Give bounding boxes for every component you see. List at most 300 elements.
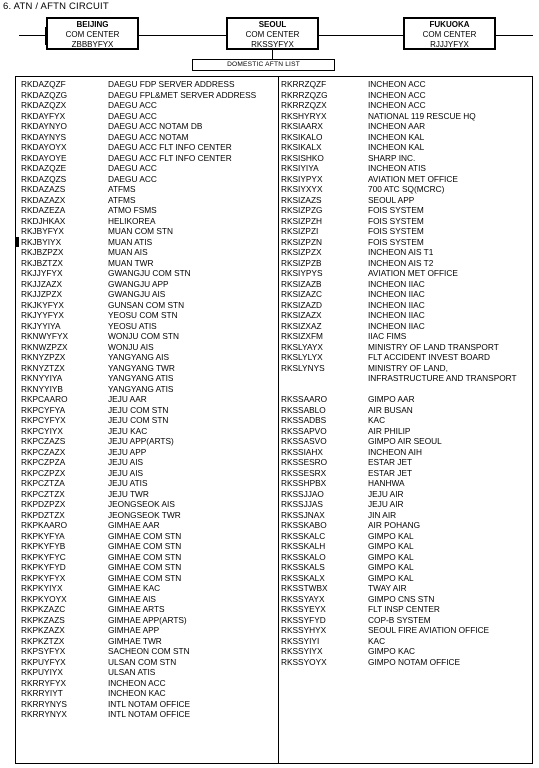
aftn-row	[281, 153, 533, 164]
aftn-station: HELIKOREA	[108, 215, 156, 226]
aftn-row	[21, 300, 277, 311]
aftn-row	[281, 657, 533, 668]
aftn-station: IIAC FIMS	[368, 331, 407, 341]
aftn-address: RKJBYFYX	[21, 226, 64, 236]
aftn-row	[281, 594, 533, 605]
aftn-row	[281, 415, 533, 426]
aftn-row	[21, 615, 277, 626]
aftn-address: RKPKZAZS	[21, 614, 65, 625]
aftn-row	[21, 468, 277, 479]
aftn-row	[281, 510, 533, 521]
aftn-station: YANGYANG ATIS	[108, 383, 174, 394]
aftn-row	[21, 583, 277, 594]
aftn-row	[281, 247, 533, 258]
aftn-station: ULSAN COM STN	[108, 656, 177, 667]
aftn-row	[21, 310, 277, 321]
center-name: SEOUL	[258, 20, 287, 29]
aftn-row	[21, 667, 277, 678]
aftn-station: YEOSU COM STN	[108, 310, 178, 320]
aftn-station: FOIS SYSTEM	[368, 215, 424, 226]
aftn-station: JEJU AIR	[368, 499, 404, 509]
aftn-row	[21, 142, 277, 153]
aftn-station: INCHEON AAR	[368, 121, 426, 131]
aftn-station: GIMHAE AAR	[108, 520, 160, 530]
aftn-address: RKSSYIYI	[281, 635, 320, 646]
aftn-address: RKPKYIYX	[21, 583, 63, 593]
aftn-station: DAEGU FDP SERVER ADDRESS	[108, 79, 235, 89]
aftn-station: AIR POHANG	[368, 520, 421, 530]
aftn-row	[281, 541, 533, 552]
aftn-station: DAEGU ACC FLT INFO CENTER	[108, 152, 232, 163]
aftn-address: RKSIAARX	[281, 121, 323, 131]
aftn-station: MUAN AIS	[108, 247, 148, 257]
aftn-row	[281, 100, 533, 111]
aftn-station: SEOUL FIRE AVIATION OFFICE	[368, 625, 490, 635]
aftn-station: AIR PHILIP	[368, 425, 411, 436]
aftn-address: RKPKZAZC	[21, 604, 66, 614]
aftn-station: GIMHAE APP	[108, 625, 160, 635]
aftn-row	[21, 646, 277, 657]
aftn-station: INTL NOTAM OFFICE	[108, 709, 191, 719]
aftn-station: GIMHAE KAC	[108, 583, 161, 593]
aftn-row	[21, 510, 277, 521]
aftn-station: GIMHAE TWR	[108, 635, 162, 646]
aftn-station: ATFMS	[108, 184, 136, 194]
aftn-row	[21, 205, 277, 216]
aftn-address: RKDAZQZS	[21, 173, 67, 184]
aftn-address: RKPUYIYX	[21, 667, 63, 677]
aftn-row	[21, 489, 277, 500]
aftn-address: RKSIZAZC	[281, 289, 323, 299]
aftn-address: RKSSESRX	[281, 467, 327, 478]
aftn-address: RKNWYFYX	[21, 331, 69, 341]
aftn-address: RKSHYRYX	[281, 110, 327, 121]
aftn-row	[21, 153, 277, 164]
aftn-address: RKDAYNYS	[21, 131, 67, 142]
center-line: COM CENTER	[65, 30, 120, 39]
aftn-row	[281, 90, 533, 101]
aftn-station: JEJU AIS	[108, 457, 144, 467]
column-divider	[278, 77, 279, 763]
aftn-address: RKJYYIYA	[21, 320, 61, 331]
aftn-row	[21, 457, 277, 468]
aftn-station: COP-B SYSTEM	[368, 614, 431, 625]
aftn-row	[21, 594, 277, 605]
aftn-address: RKDAYOYE	[21, 152, 67, 163]
aftn-row	[281, 405, 533, 416]
aftn-station: INFRASTRUCTURE AND TRANSPORT	[368, 373, 517, 383]
aftn-row	[21, 90, 277, 101]
aftn-address: RKJYYFYX	[21, 310, 64, 320]
aftn-row	[21, 541, 277, 552]
aftn-row	[21, 184, 277, 195]
aftn-station: INCHEON ACC	[368, 79, 426, 89]
aftn-station: JEJU APP(ARTS)	[108, 436, 174, 446]
aftn-station: ESTAR JET	[368, 457, 413, 467]
aftn-address: RKDAZQZX	[21, 100, 67, 110]
aftn-station: GIMPO KAL	[368, 551, 414, 562]
aftn-row	[281, 205, 533, 216]
aftn-address: RKSSAARO	[281, 394, 328, 404]
aftn-row	[21, 384, 277, 395]
aftn-row	[281, 478, 533, 489]
aftn-station: INCHEON AIH	[368, 446, 422, 457]
aftn-station: GIMHAE ARTS	[108, 604, 165, 614]
aftn-row	[21, 195, 277, 206]
aftn-station: GIMPO KAC	[368, 646, 416, 656]
aftn-station: JEJU APP	[108, 446, 147, 457]
aftn-station: YANGYANG TWR	[108, 362, 175, 373]
aftn-row	[281, 447, 533, 458]
aftn-address: RKSIZPZN	[281, 236, 323, 247]
aftn-row	[21, 279, 277, 290]
aftn-address: RKSSASVO	[281, 436, 327, 446]
aftn-address: RKSSYFYD	[281, 614, 326, 625]
aftn-station: TWAY AIR	[368, 583, 407, 593]
aftn-address: RKPCYFYX	[21, 415, 66, 425]
aftn-row	[281, 615, 533, 626]
aftn-station: INCHEON ATIS	[368, 163, 426, 173]
aftn-station: YANGYANG AIS	[108, 352, 170, 362]
aftn-station: GIMPO AIR SEOUL	[368, 436, 442, 446]
aftn-station: FLT ACCIDENT INVEST BOARD	[368, 352, 491, 362]
aftn-address: RKPCAARO	[21, 394, 68, 404]
aftn-address: RKPCZPZA	[21, 457, 66, 467]
aftn-address: RKSLYAYX	[281, 341, 323, 352]
aftn-row	[21, 111, 277, 122]
aftn-address: RKPCYIYX	[21, 425, 63, 436]
beijing-center-box	[46, 17, 139, 50]
aftn-row	[281, 184, 533, 195]
aftn-address: RKSSKALX	[281, 572, 325, 583]
aftn-row	[21, 163, 277, 174]
aftn-station: INCHEON KAC	[108, 688, 166, 698]
aftn-address: RKSSESRO	[281, 457, 328, 467]
aftn-station: JEJU COM STN	[108, 404, 169, 415]
aftn-address: RKPKYOYX	[21, 593, 67, 604]
aftn-address: RKSIZXAZ	[281, 320, 322, 331]
aftn-address: RKDAZAZX	[21, 194, 66, 205]
aftn-station: DAEGU ACC FLT INFO CENTER	[108, 142, 232, 152]
aftn-row	[21, 552, 277, 563]
aftn-address: RKJBYIYX	[21, 236, 62, 247]
aftn-station: DAEGU ACC	[108, 163, 157, 173]
aftn-address: RKSSYIYX	[281, 646, 323, 656]
aftn-address: RKSIYXYX	[281, 184, 323, 194]
aftn-address: RKNYYIYA	[21, 373, 63, 383]
aftn-row	[281, 499, 533, 510]
aftn-station: INCHEON IIAC	[368, 289, 425, 299]
aftn-address: RKSIKALX	[281, 142, 322, 152]
aftn-station: INCHEON IIAC	[368, 278, 425, 289]
aftn-station: INCHEON KAL	[368, 131, 425, 142]
aftn-row	[281, 142, 533, 153]
aftn-station: MUAN TWR	[108, 257, 154, 268]
aftn-address: RKSIZAZD	[281, 299, 323, 310]
aftn-row	[281, 520, 533, 531]
aftn-station: GIMHAE COM STN	[108, 541, 182, 551]
aftn-station: JEJU COM STN	[108, 415, 169, 425]
aftn-row	[281, 363, 533, 374]
aftn-station: DAEGU ACC NOTAM	[108, 131, 189, 142]
aftn-address: RKSIZXFM	[281, 331, 323, 341]
aftn-station: JEJU AIS	[108, 467, 144, 478]
aftn-address: RKNYZPZX	[21, 352, 66, 362]
aftn-station: MINISTRY OF LAND TRANSPORT	[368, 341, 499, 352]
aftn-station: INCHEON ACC	[368, 89, 426, 100]
aftn-row	[281, 457, 533, 468]
aftn-station: ESTAR JET	[368, 467, 413, 478]
aftn-address: RKSSAPVO	[281, 425, 327, 436]
aftn-row	[281, 436, 533, 447]
aftn-station: ATFMS	[108, 194, 136, 205]
aftn-address: RKRRYNYS	[21, 698, 67, 709]
aftn-address: RKRRYIYT	[21, 688, 63, 698]
aftn-address: RKSSYOYX	[281, 656, 327, 667]
aftn-station: INTL NOTAM OFFICE	[108, 698, 191, 709]
aftn-row	[281, 121, 533, 132]
aftn-station: NATIONAL 119 RESCUE HQ	[368, 110, 476, 121]
aftn-address: RKJJZAZX	[21, 278, 63, 289]
aftn-station: ATMO FSMS	[108, 205, 157, 215]
aftn-address: RKPSYFYX	[21, 646, 66, 656]
aftn-address: RKSSHPBX	[281, 478, 327, 488]
aftn-address: RKSSKALS	[281, 562, 325, 572]
aftn-station: MUAN COM STN	[108, 226, 173, 236]
aftn-row	[21, 121, 277, 132]
aftn-address: RKNYZTZX	[21, 362, 65, 373]
aftn-row	[281, 636, 533, 647]
aftn-address: RKSIZPZG	[281, 205, 323, 215]
aftn-row	[21, 363, 277, 374]
aftn-station: DAEGU ACC	[108, 100, 157, 110]
aftn-station: FOIS SYSTEM	[368, 205, 424, 215]
aftn-address: RKDAYFYX	[21, 110, 66, 121]
aftn-station: SHARP INC.	[368, 152, 416, 163]
aftn-address: RKJBZPZX	[21, 247, 64, 257]
aftn-address: RKJBZTZX	[21, 257, 63, 268]
aftn-row	[281, 583, 533, 594]
aftn-station: JEJU KAC	[108, 425, 148, 436]
aftn-station: JEJU AIR	[368, 488, 404, 499]
aftn-row	[281, 226, 533, 237]
aftn-station: JIN AIR	[368, 509, 397, 520]
aftn-row	[21, 132, 277, 143]
aftn-row	[21, 216, 277, 227]
aftn-station: AIR BUSAN	[368, 404, 413, 415]
aftn-address: RKPKYFYD	[21, 562, 66, 572]
aftn-station: KAC	[368, 415, 386, 425]
aftn-row	[21, 247, 277, 258]
aftn-address: RKPCZTZA	[21, 478, 65, 488]
aftn-address: RKSSJJAO	[281, 488, 324, 499]
aftn-row	[21, 426, 277, 437]
aftn-station: FLT INSP CENTER	[368, 604, 440, 614]
aftn-row	[21, 237, 277, 248]
aftn-row	[281, 216, 533, 227]
aftn-address: RKPKZTZX	[21, 635, 65, 646]
aftn-row	[21, 562, 277, 573]
aftn-row	[281, 468, 533, 479]
aftn-address: RKSSIAHX	[281, 446, 323, 457]
aftn-station: JEONGSEOK TWR	[108, 509, 181, 520]
aftn-station: MUAN ATIS	[108, 236, 153, 247]
aftn-station: GWANGJU COM STN	[108, 268, 191, 278]
aftn-row	[21, 226, 277, 237]
aftn-row	[281, 625, 533, 636]
aftn-row	[281, 384, 533, 395]
aftn-station: INCHEON KAL	[368, 142, 425, 152]
aftn-row	[281, 573, 533, 584]
aftn-address: RKSIZPZX	[281, 247, 322, 257]
aftn-address: RKRRZQZF	[281, 79, 327, 89]
aftn-row	[281, 562, 533, 573]
aftn-row	[281, 489, 533, 500]
aftn-row	[21, 499, 277, 510]
aftn-station: INCHEON AIS T2	[368, 257, 434, 268]
aftn-address: RKSSKALC	[281, 530, 326, 541]
aftn-address: RKSSJNAX	[281, 509, 325, 520]
aftn-station: GIMPO KAL	[368, 541, 414, 551]
aftn-row	[281, 132, 533, 143]
aftn-row	[21, 636, 277, 647]
aftn-address: RKSIYPYS	[281, 268, 323, 278]
aftn-address: RKNWZPZX	[21, 341, 68, 352]
aftn-station: JEJU AAR	[108, 394, 147, 404]
aftn-address: RKPKYFYB	[21, 541, 66, 551]
aftn-station: GIMHAE COM STN	[108, 530, 182, 541]
aftn-station: INCHEON IIAC	[368, 320, 425, 331]
aftn-row	[281, 163, 533, 174]
aftn-address: RKPKYFYC	[21, 551, 66, 562]
aftn-row	[21, 352, 277, 363]
aftn-row	[21, 688, 277, 699]
aftn-address: RKPCZTZX	[21, 488, 65, 499]
aftn-row	[21, 405, 277, 416]
aftn-station: INCHEON ACC	[368, 100, 426, 110]
aftn-station: AVIATION MET OFFICE	[368, 268, 458, 278]
seoul-to-list-line	[272, 50, 273, 59]
aftn-row	[281, 426, 533, 437]
aftn-station: GIMPO AAR	[368, 394, 415, 404]
aftn-station: GIMHAE COM STN	[108, 572, 182, 583]
aftn-row	[21, 79, 277, 90]
aftn-row	[21, 447, 277, 458]
aftn-station: GIMHAE AIS	[108, 593, 156, 604]
aftn-address: RKRRZQZG	[281, 89, 328, 100]
right-column	[281, 79, 533, 667]
aftn-address: RKJJYFYX	[21, 268, 63, 278]
aftn-row	[21, 342, 277, 353]
aftn-station: GIMHAE APP(ARTS)	[108, 614, 187, 625]
aftn-station: INCHEON IIAC	[368, 310, 425, 320]
aftn-station: DAEGU ACC NOTAM DB	[108, 121, 203, 131]
aftn-row	[281, 195, 533, 206]
left-column	[21, 79, 277, 720]
aftn-station: YANGYANG ATIS	[108, 373, 174, 383]
section-title: 6. ATN / AFTN CIRCUIT	[3, 1, 109, 12]
center-code: ZBBBYFYX	[71, 40, 114, 49]
aftn-station: 700 ATC SQ(MCRC)	[368, 184, 445, 194]
aftn-row	[281, 331, 533, 342]
aftn-row	[281, 373, 533, 384]
center-line: COM CENTER	[245, 30, 300, 39]
aftn-row	[21, 289, 277, 300]
aftn-address: RKSLYLYX	[281, 352, 323, 362]
center-name: BEIJING	[76, 20, 109, 29]
aftn-row	[281, 289, 533, 300]
aftn-address: RKSISHKO	[281, 152, 324, 163]
aftn-row	[281, 552, 533, 563]
aftn-station: DAEGU ACC	[108, 110, 157, 121]
aftn-row	[21, 268, 277, 279]
aftn-address: RKJKYFYX	[21, 299, 64, 310]
aftn-row	[281, 258, 533, 269]
aftn-address: RKSLYNYS	[281, 362, 325, 373]
aftn-row	[21, 699, 277, 710]
aftn-address: RKSIZPZB	[281, 257, 322, 268]
aftn-address: RKDAYNYO	[21, 121, 67, 131]
aftn-station: FOIS SYSTEM	[368, 226, 424, 236]
aftn-station: GIMPO KAL	[368, 530, 414, 541]
aftn-row	[21, 331, 277, 342]
aftn-address: RKSSADBS	[281, 415, 327, 425]
aftn-address: RKSSKALH	[281, 541, 326, 551]
aftn-station: GIMPO CNS STN	[368, 593, 435, 604]
aftn-address: RKSSYAYX	[281, 593, 325, 604]
aftn-station: GIMHAE COM STN	[108, 562, 182, 572]
aftn-station: DAEGU ACC	[108, 173, 157, 184]
aftn-row	[21, 415, 277, 426]
aftn-row	[21, 678, 277, 689]
aftn-address: RKSSJJAS	[281, 499, 323, 509]
aftn-station: INCHEON IIAC	[368, 299, 425, 310]
row-marker	[16, 237, 19, 247]
aftn-station: FOIS SYSTEM	[368, 236, 424, 247]
domestic-aftn-list-label: DOMESTIC AFTN LIST	[192, 59, 335, 71]
aftn-station: INCHEON ACC	[108, 677, 166, 688]
aftn-address: RKSSKALO	[281, 551, 326, 562]
aftn-row	[21, 531, 277, 542]
aftn-address: RKRRYFYX	[21, 677, 67, 688]
aftn-address: RKPUYFYX	[21, 656, 66, 667]
aftn-row	[281, 321, 533, 332]
aftn-row	[281, 342, 533, 353]
aftn-address: RKDJHKAX	[21, 215, 66, 226]
aftn-station: ULSAN ATIS	[108, 667, 156, 677]
aftn-row	[281, 300, 533, 311]
aftn-address: RKDAZEZA	[21, 205, 66, 215]
aftn-row	[281, 352, 533, 363]
aftn-row	[281, 646, 533, 657]
aftn-address: RKSIZPZH	[281, 215, 323, 226]
aftn-address: RKSSABLO	[281, 404, 326, 415]
aftn-address: RKSIKALO	[281, 131, 323, 142]
aftn-row	[281, 237, 533, 248]
aftn-station: YEOSU ATIS	[108, 320, 157, 331]
aftn-station: SACHEON COM STN	[108, 646, 190, 656]
aftn-address: RKDAYOYX	[21, 142, 67, 152]
aftn-row	[21, 258, 277, 269]
aftn-row	[21, 478, 277, 489]
aftn-row	[281, 604, 533, 615]
aftn-row	[21, 100, 277, 111]
aftn-station: WONJU AIS	[108, 341, 154, 352]
aftn-address: RKPDZTZX	[21, 509, 65, 520]
aftn-station: HANHWA	[368, 478, 405, 488]
aftn-row	[281, 310, 533, 321]
fukuoka-center-box	[403, 17, 496, 50]
